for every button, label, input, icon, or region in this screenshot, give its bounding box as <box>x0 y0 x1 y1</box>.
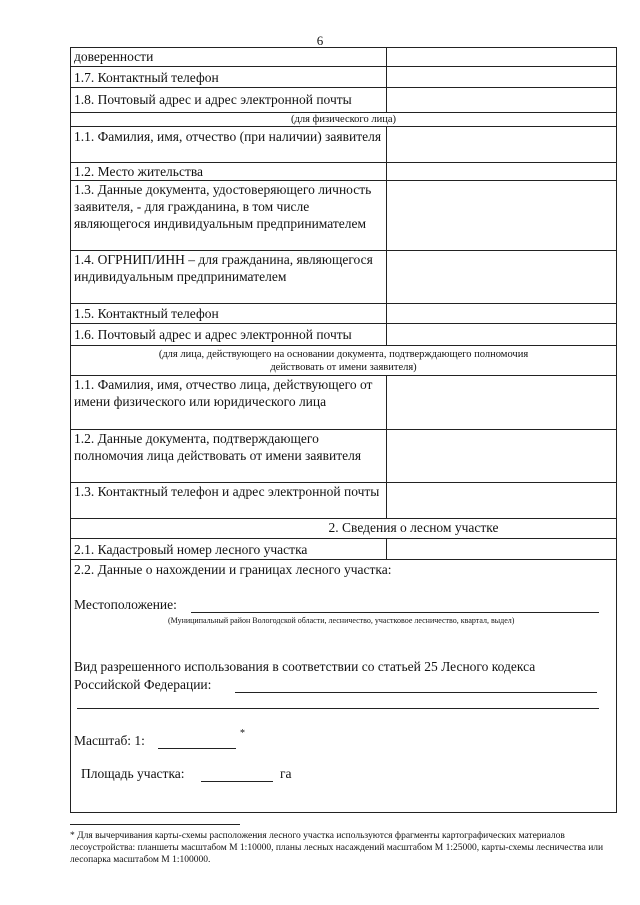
usage-label-line2: Российской Федерации: <box>74 677 212 692</box>
section-header-forest-plot: 2. Сведения о лесном участке <box>328 520 499 535</box>
table-row <box>71 67 616 88</box>
usage-field-continuation[interactable] <box>77 708 599 709</box>
scale-footnote-mark: * <box>240 728 245 739</box>
row-label: 1.4. ОГРНИП/ИНН – для гражданина, являющегося индивидуальным предпринимателем <box>71 251 387 303</box>
scale-field[interactable] <box>158 748 236 749</box>
row-label: 1.5. Контактный телефон <box>71 304 387 323</box>
value-cell[interactable] <box>387 163 616 180</box>
area-label: Площадь участка: <box>81 766 185 781</box>
area-unit: га <box>280 766 292 781</box>
value-cell[interactable] <box>387 539 616 559</box>
table-row <box>71 519 616 539</box>
value-cell[interactable] <box>387 88 616 112</box>
value-cell[interactable] <box>387 67 616 87</box>
row-label: 1.2. Место жительства <box>71 163 387 180</box>
usage-label-line1: Вид разрешенного использования в соответствии со статьей 25 Лесного кодекса <box>74 659 536 674</box>
footnote: * Для вычерчивания карты-схемы расположения лесного участка используются фрагменты картографических материалов лесоустройства: планшеты масштабом М 1:10000, планы лесных насаждений масштабом М 1:25000, карты-схемы лесничества или лесопарка масштабом М 1:100000. <box>70 831 604 865</box>
table-row <box>71 181 616 251</box>
row-label: 1.3. Контактный телефон и адрес электронной почты <box>71 483 387 518</box>
forest-plot-details <box>71 560 616 812</box>
table-row <box>71 113 616 127</box>
section-header-representative: (для лица, действующего на основании документа, подтверждающего полномочия действовать от имени заявителя) <box>158 349 529 373</box>
table-row <box>71 346 616 376</box>
location-hint: (Муниципальный район Вологодской области, лесничество, участковое лесничество, квартал, выдел) <box>168 616 515 625</box>
table-row <box>71 88 616 113</box>
value-cell[interactable] <box>387 324 616 345</box>
table-row <box>71 163 616 181</box>
section-header-individual: (для физического лица) <box>291 114 396 125</box>
page-number: 6 <box>316 33 324 48</box>
forest-plot-title: 2.2. Данные о нахождении и границах лесного участка: <box>74 562 392 577</box>
footnote-separator <box>70 824 240 825</box>
value-cell[interactable] <box>387 48 616 66</box>
row-label: 1.1. Фамилия, имя, отчество лица, действующего от имени физического или юридического лица <box>71 376 387 429</box>
value-cell[interactable] <box>387 376 616 429</box>
value-cell[interactable] <box>387 304 616 323</box>
value-cell[interactable] <box>387 127 616 162</box>
table-row <box>71 304 616 324</box>
row-label: 1.2. Данные документа, подтверждающего полномочия лица действовать от имени заявителя <box>71 430 387 482</box>
location-field[interactable] <box>191 612 599 613</box>
row-label: 1.6. Почтовый адрес и адрес электронной почты <box>71 324 387 345</box>
table-row <box>71 251 616 304</box>
table-row <box>71 483 616 519</box>
table-row <box>71 48 616 67</box>
row-label: 2.1. Кадастровый номер лесного участка <box>71 539 387 559</box>
table-row <box>71 539 616 560</box>
row-label: 1.8. Почтовый адрес и адрес электронной почты <box>71 88 387 112</box>
usage-field[interactable] <box>235 692 597 693</box>
row-label: доверенности <box>71 48 387 66</box>
area-field[interactable] <box>201 781 273 782</box>
scale-label: Масштаб: 1: <box>74 733 145 748</box>
table-row <box>71 376 616 430</box>
table-row <box>71 127 616 163</box>
value-cell[interactable] <box>387 483 616 518</box>
value-cell[interactable] <box>387 251 616 303</box>
row-label: 1.7. Контактный телефон <box>71 67 387 87</box>
value-cell[interactable] <box>387 430 616 482</box>
table-row <box>71 430 616 483</box>
value-cell[interactable] <box>387 181 616 250</box>
application-form-table <box>70 47 617 813</box>
location-label: Местоположение: <box>74 597 177 612</box>
row-label: 1.1. Фамилия, имя, отчество (при наличии) заявителя <box>71 127 387 162</box>
row-label: 1.3. Данные документа, удостоверяющего личность заявителя, - для гражданина, в том числе являющегося индивидуальным предпринимателем <box>71 181 387 250</box>
table-row <box>71 324 616 346</box>
